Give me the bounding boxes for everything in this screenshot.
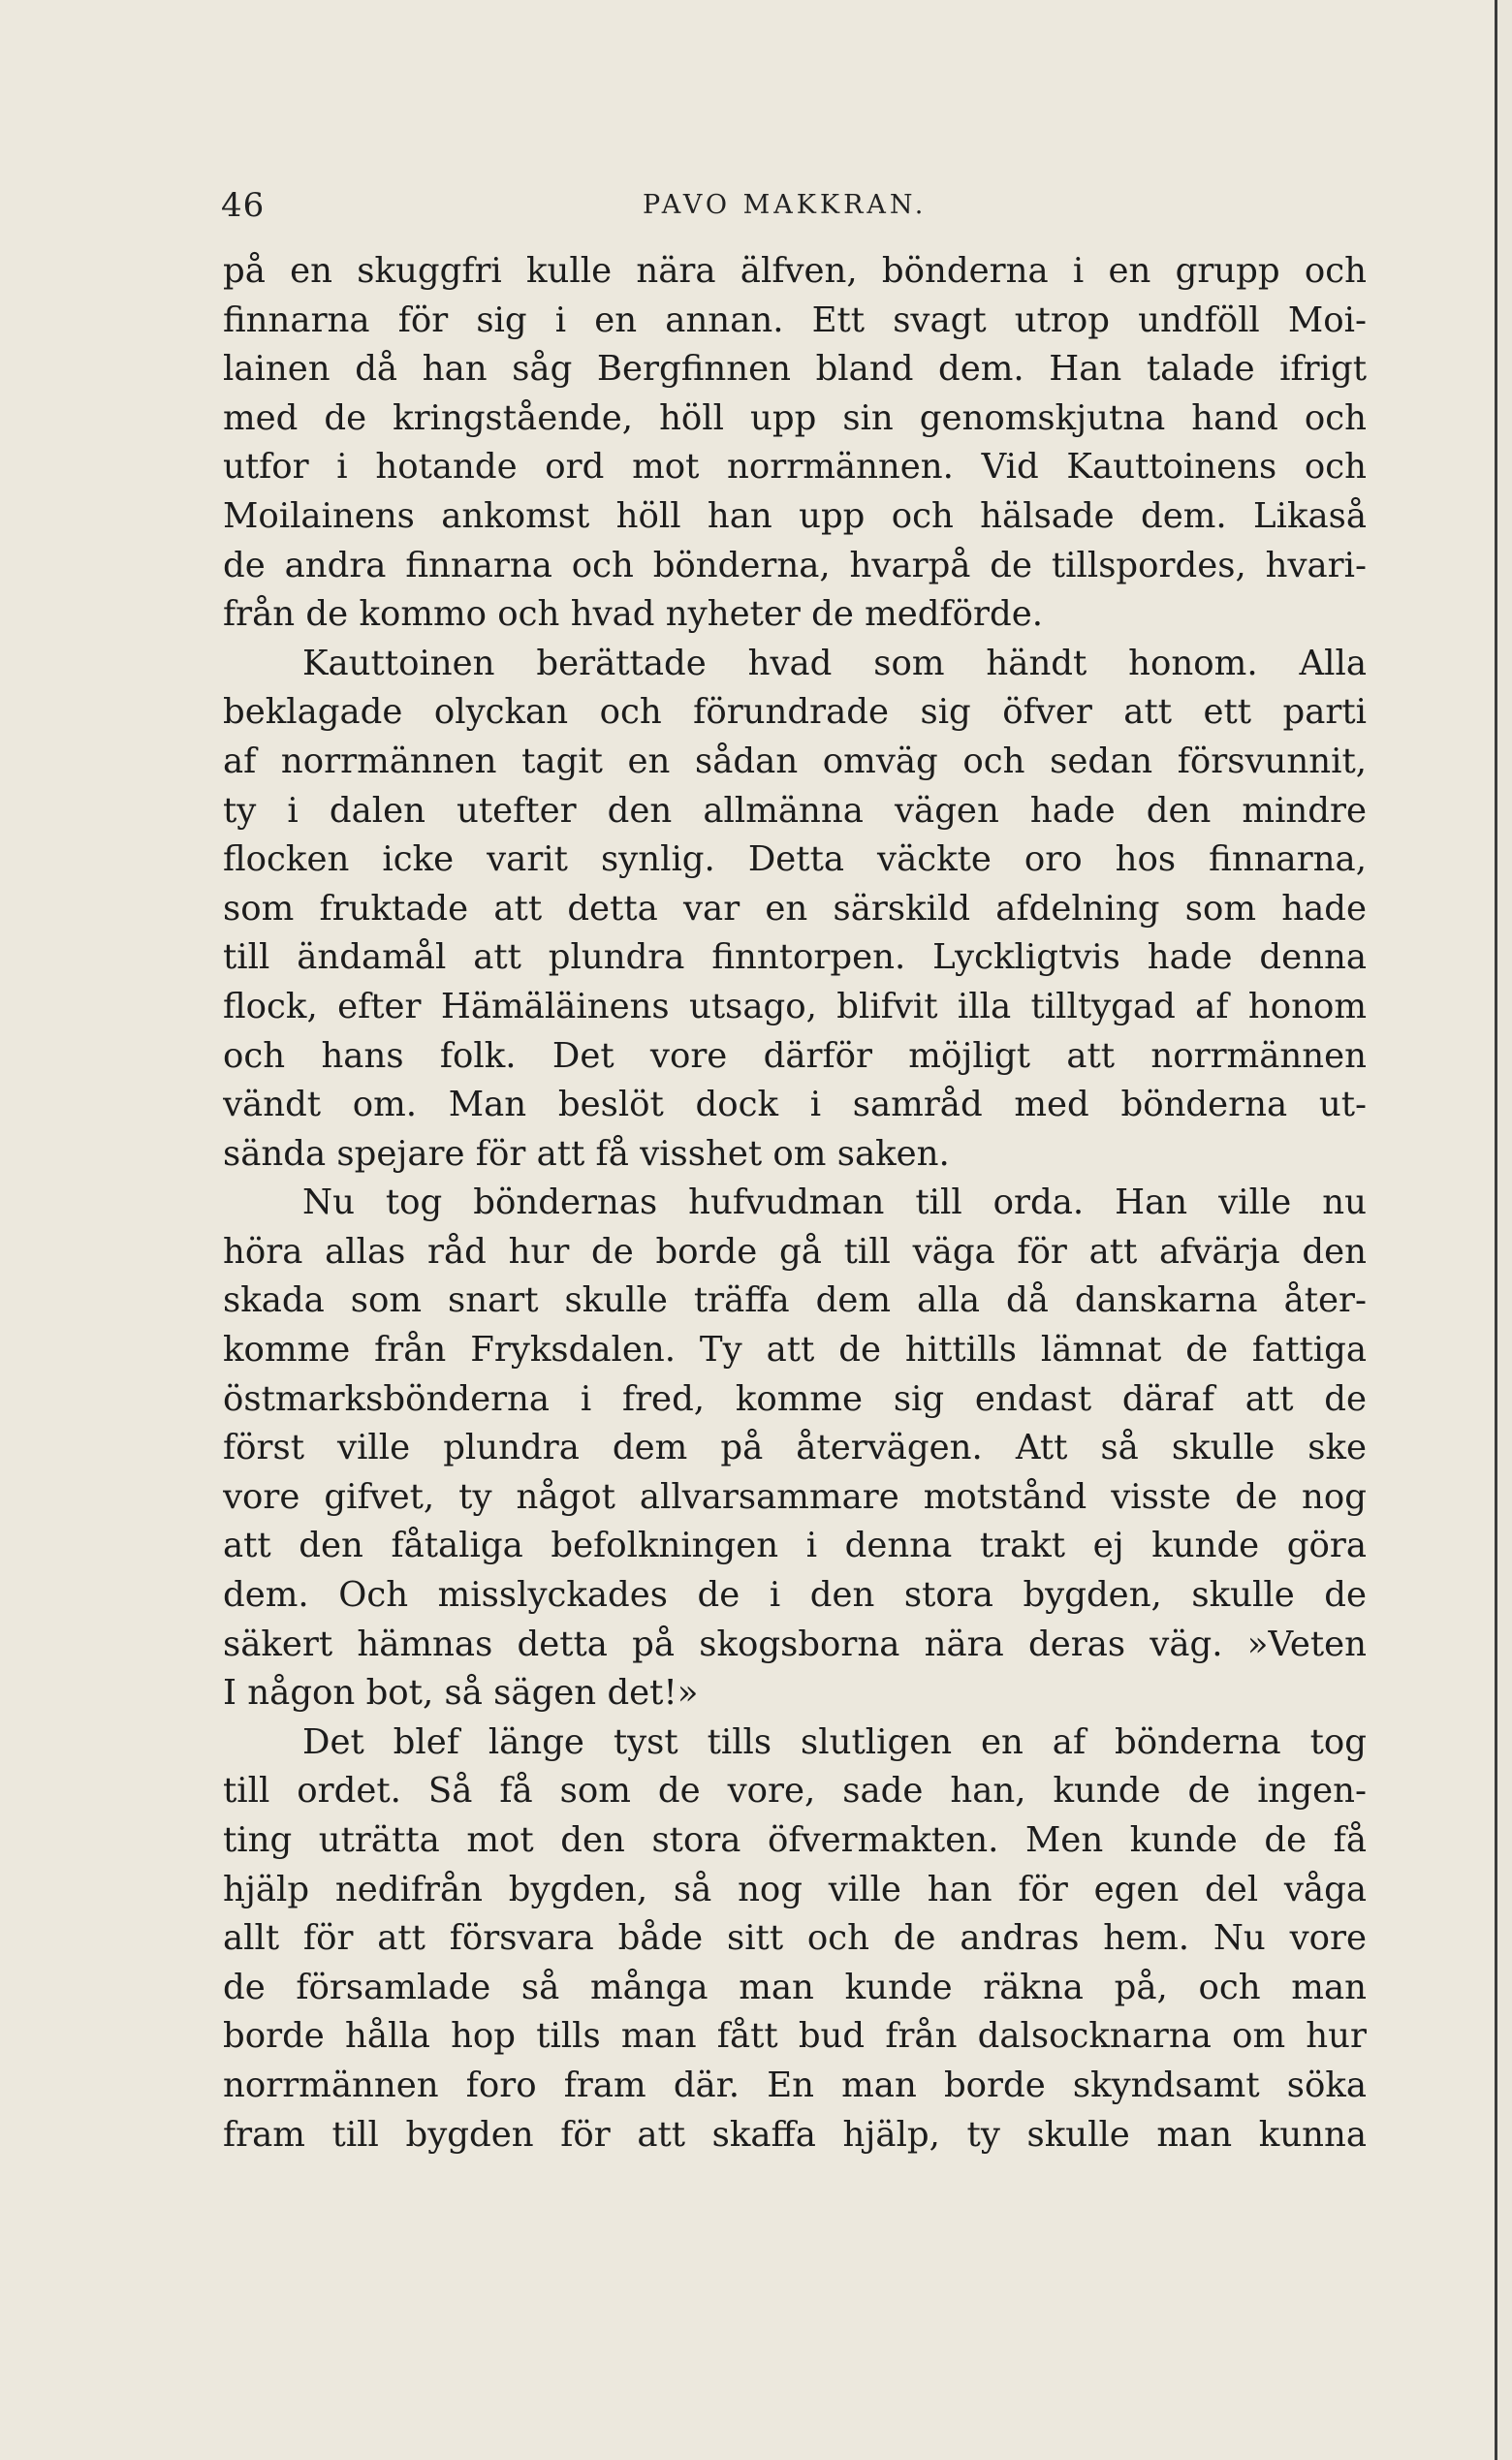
text-line: utfor i hotande ord mot norrmännen. Vid Kauttoinens och — [223, 447, 1367, 488]
text-line: finnarna för sig i en annan. Ett svagt utrop undföll Moi- — [223, 300, 1367, 340]
text-line: borde hålla hop tills man fått bud från dalsocknarna om hur — [223, 2016, 1367, 2057]
text-line: fram till bygden för att skaffa hjälp, ty skulle man kunna — [223, 2114, 1367, 2155]
text-line: ty i dalen utefter den allmänna vägen hade den mindre — [223, 790, 1367, 831]
text-line: allt för att försvara både sitt och de andras hem. Nu vore — [223, 1918, 1367, 1959]
text-line: dem. Och misslyckades de i den stora bygden, skulle de — [223, 1575, 1367, 1616]
text-line: de församlade så många man kunde räkna på, och man — [223, 1967, 1367, 2007]
text-line: höra allas råd hur de borde gå till väga för att afvärja den — [223, 1231, 1367, 1272]
text-line: till ändamål att plundra finntorpen. Lyckligtvis hade denna — [223, 937, 1367, 978]
text-line: vore gifvet, ty något allvarsammare motstånd visste de nog — [223, 1476, 1367, 1517]
text-line: Kauttoinen berättade hvad som händt honom. Alla — [302, 643, 1367, 683]
text-line: Det blef länge tyst tills slutligen en af bönderna tog — [302, 1721, 1367, 1762]
running-title: PAVO MAKKRAN. — [643, 190, 928, 220]
text-line: till ordet. Så få som de vore, sade han, kunde de ingen- — [223, 1771, 1367, 1812]
page-number: 46 — [221, 186, 266, 225]
text-line: som fruktade att detta var en särskild afdelning som hade — [223, 888, 1367, 929]
text-line: östmarksbönderna i fred, komme sig endast däraf att de — [223, 1378, 1367, 1419]
text-line: hjälp nedifrån bygden, så nog ville han för egen del våga — [223, 1869, 1367, 1909]
text-line: norrmännen foro fram där. En man borde skyndsamt söka — [223, 2065, 1367, 2105]
text-line: från de kommo och hvad nyheter de medförde. — [223, 594, 1044, 635]
text-line: sända spejare för att få visshet om saken. — [223, 1133, 950, 1174]
text-line: de andra finnarna och bönderna, hvarpå de tillspordes, hvari- — [223, 545, 1367, 585]
text-line: att den fåtaliga befolkningen i denna trakt ej kunde göra — [223, 1526, 1367, 1566]
page-header — [221, 186, 1365, 244]
text-line: på en skuggfri kulle nära älfven, bönderna i en grupp och — [223, 251, 1367, 291]
text-line: först ville plundra dem på återvägen. Att så skulle ske — [223, 1428, 1367, 1468]
text-line: Moilainens ankomst höll han upp och hälsade dem. Likaså — [223, 495, 1367, 536]
text-line: flocken icke varit synlig. Detta väckte oro hos finnarna, — [223, 839, 1367, 880]
text-line: och hans folk. Det vore därför möjligt att norrmännen — [223, 1035, 1367, 1076]
text-line: beklagade olyckan och förundrade sig öfver att ett parti — [223, 692, 1367, 733]
text-line: vändt om. Man beslöt dock i samråd med bönderna ut- — [223, 1085, 1367, 1125]
text-line: I någon bot, så sägen det!» — [223, 1673, 699, 1714]
text-line: af norrmännen tagit en sådan omväg och sedan försvunnit, — [223, 741, 1367, 781]
text-line: säkert hämnas detta på skogsborna nära deras väg. »Veten — [223, 1624, 1367, 1664]
text-line: komme från Fryksdalen. Ty att de hittills lämnat de fattiga — [223, 1330, 1367, 1371]
text-line: ting uträtta mot den stora öfvermakten. Men kunde de få — [223, 1820, 1367, 1860]
text-line: Nu tog böndernas hufvudman till orda. Han ville nu — [302, 1183, 1367, 1223]
text-line: skada som snart skulle träffa dem alla då danskarna åter- — [223, 1280, 1367, 1321]
text-line: lainen då han såg Bergfinnen bland dem. Han talade ifrigt — [223, 349, 1367, 390]
body-text — [223, 247, 1367, 2160]
text-line: flock, efter Hämäläinens utsago, blifvit illa tilltygad af honom — [223, 986, 1367, 1026]
text-line: med de kringstående, höll upp sin genomskjutna hand och — [223, 397, 1367, 438]
